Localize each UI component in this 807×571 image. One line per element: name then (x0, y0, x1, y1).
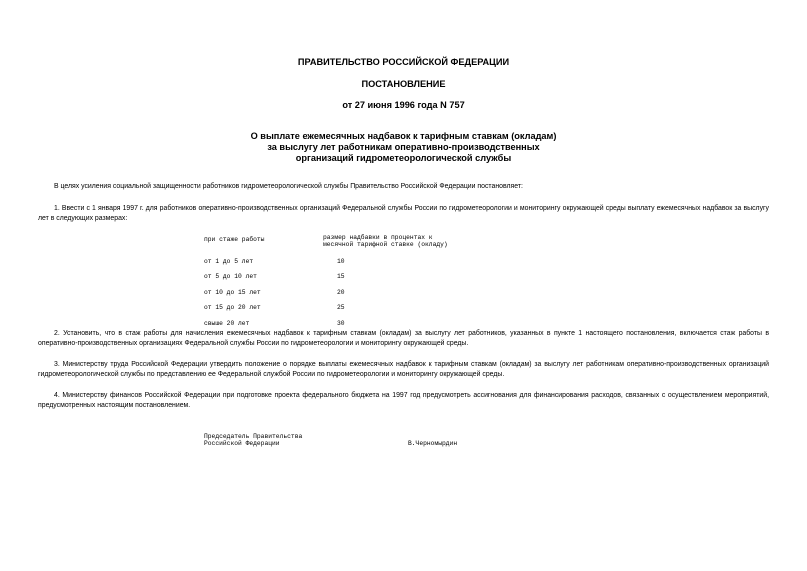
signatory-position-line-1: Председатель Правительства (204, 433, 303, 440)
title-line-1: О выплате ежемесячных надбавок к тарифным ставкам (окладам) (250, 131, 557, 141)
table-row-term: от 1 до 5 лет (204, 258, 254, 265)
item-4-paragraph: 4. Министерству финансов Российской Федерации при подготовке проекта федерального бюджета на 1997 год предусмотреть ассигнования для финансирования расходов, связанных с осуществлением мероприятий, предусмотренных настоящим постановлением. (38, 392, 769, 409)
table-row-term: от 10 до 15 лет (204, 289, 261, 296)
table-row-value: 30 (337, 320, 345, 327)
table-row-term: свыше 20 лет (204, 320, 250, 327)
table-row-value: 10 (337, 258, 345, 265)
item-1-paragraph: 1. Ввести с 1 января 1997 г. для работников оперативно-производственных организаций Федеральной службы России по гидрометеорологии и мониторингу окружающей среды выплату ежемесячных надбавок за выслугу лет в следующих размерах: (38, 205, 769, 222)
table-col2-header-line-2: месячной тарифной ставке (окладу) (323, 241, 448, 248)
title-line-2: за выслугу лет работникам оперативно-производственных (267, 142, 540, 152)
org-heading: ПРАВИТЕЛЬСТВО РОССИЙСКОЙ ФЕДЕРАЦИИ (297, 57, 510, 67)
item-3-paragraph: 3. Министерству труда Российской Федерации утвердить положение о порядке выплаты ежемесячных надбавок к тарифным ставкам (окладам) за выслугу лет работникам оперативно-производственных организаций гидрометеорологической службы по представлению ее Федеральной службой России по гидрометеорологии и мониторингу окружающей среды. (38, 361, 769, 378)
title-line-3: организаций гидрометеорологической службы (295, 153, 512, 163)
table-row-value: 15 (337, 273, 345, 280)
table-row-value: 20 (337, 289, 345, 296)
table-col1-header: при стаже работы (204, 236, 265, 243)
signatory-position-line-2: Российской Федерации (204, 440, 280, 447)
table-col2-header-line-1: размер надбавки в процентах к (323, 234, 433, 241)
item-2-paragraph: 2. Установить, что в стаж работы для начисления ежемесячных надбавок к тарифным ставкам (окладам) за выслугу лет работников, указанных в пункте 1 настоящего постановления, включается стаж работы в оперативно-производственных организациях Федеральной службы России по гидрометеорологии и мониторингу окружающей среды. (38, 330, 769, 347)
table-row-term: от 5 до 10 лет (204, 273, 257, 280)
table-row-term: от 15 до 20 лет (204, 304, 261, 311)
signatory-name: В.Черномырдин (408, 440, 458, 447)
table-row-value: 25 (337, 304, 345, 311)
date-number: от 27 июня 1996 года N 757 (342, 100, 465, 110)
preamble-paragraph: В целях усиления социальной защищенности работников гидрометеорологической службы Правительство Российской Федерации постановляет: (54, 183, 523, 190)
doc-type-heading: ПОСТАНОВЛЕНИЕ (361, 79, 446, 89)
